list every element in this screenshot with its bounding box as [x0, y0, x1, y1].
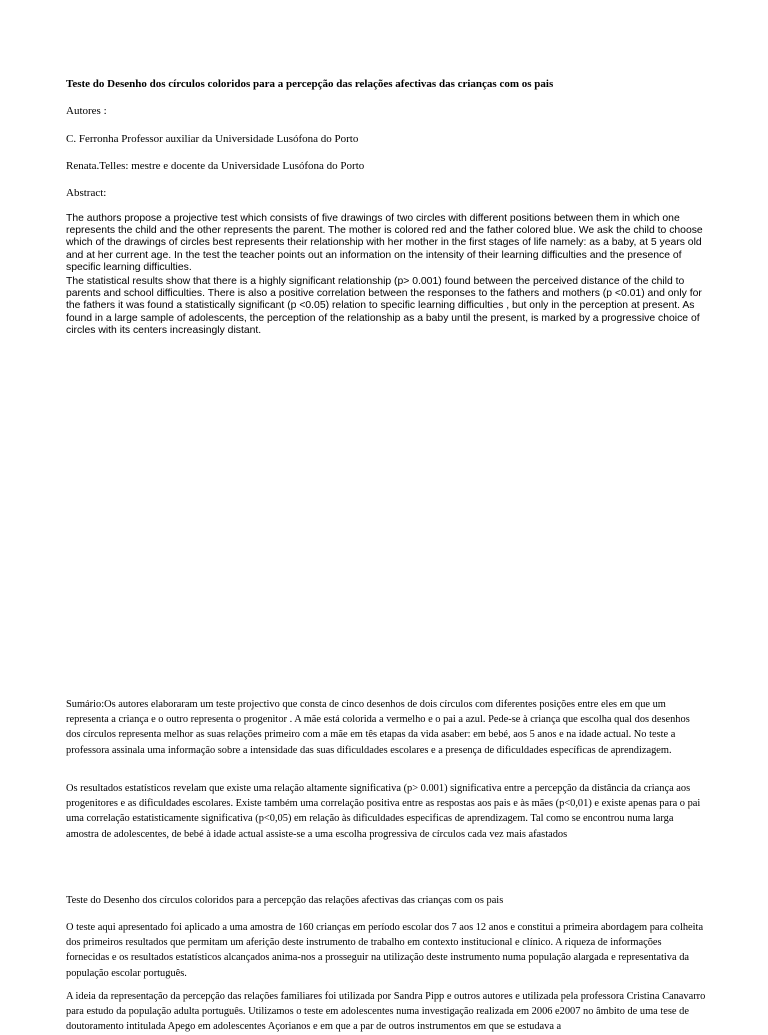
author-line-ferronha: C. Ferronha Professor auxiliar da Universidade Lusófona do Porto — [66, 133, 359, 145]
abstract-label: Abstract: — [66, 187, 107, 199]
sumario-paragraph-2: Os resultados estatísticos revelam que existe uma relação altamente significativa (p> 0.001) significativa entre a percepção da distância da criança aos progenitores e as dificuldades escolares. Existe também uma correlação positiva entre as respostas aos pais e às mães (p<0,01) e existe apenas para o pai uma correlação estatisticamente significativa (p<0,05) em relação às dificuldades especificas de aprendizagem. Tal como se encontrou numa larga amostra de adolescentes, de bebé à idade actual assiste-se a uma escolha progressiva de círculos cada vez mais afastados — [66, 783, 701, 840]
body-paragraph-1: O teste aqui apresentado foi aplicado a uma amostra de 160 crianças em período escolar dos 7 aos 12 anos e constitui a primeira abordagem para colheita dos primeiros resultados que permitam um aferição deste instrumento de trabalho em contexto institucional e clínico. A riqueza de informações fornecidas e os resultados estatísticos alcançados anima-nos a prosseguir na utilização deste instrumento numa população alargada e representativa da população escolar português. — [66, 922, 704, 979]
author-line-telles: Renata.Telles: mestre e docente da Universidade Lusófona do Porto — [66, 160, 365, 172]
sumario-paragraph-1: Sumário:Os autores elaboraram um teste projectivo que consta de cinco desenhos de dois círculos com diferentes posições entre eles em que um representa a criança e o outro representa o progenitor . A mãe está colorida a vermelho e o pai a azul. Pede-se à criança que escolha qual dos desenhos dos círculos representa melhor as suas relações primeiro com a mãe em tês etapas da vida asaber: em bebé, aos 5 anos e na idade actual. No teste a professora assinala uma informação sobre a intensidade das suas dificuldades escolares e a presença de dificuldades específicas de aprendizagem. — [66, 699, 690, 756]
document-title: Teste do Desenho dos círculos coloridos para a percepção das relações afectivas das crianças com os pais — [66, 78, 554, 90]
authors-label: Autores : — [66, 105, 107, 117]
body-paragraph-2: A ideia da representação da percepção das relações familiares foi utilizada por Sandra Pipp e outros autores e utilizada pela professora Cristina Canavarro para estudo da população adulta português. Utilizamos o teste em adolescentes numa investigação realizada em 2006 e2007 no âmbito de uma tese de doutoramento intitulada Apego em adolescentes Açorianos e em que a par de outros instrumentos em que se estudava a — [66, 991, 706, 1033]
body-section-title: Teste do Desenho dos círculos coloridos para a percepção das relações afectivas das crianças com os pais — [66, 895, 504, 906]
abstract-paragraph-2: The statistical results show that there is a highly significant relationship (p> 0.001) found between the perceived distance of the child to parents and school difficulties. There is also a positive correlation between the responses to the fathers and mothers (p <0.01) and only for the fathers it was found a statistically significant (p <0.05) relation to specific learning difficulties , but only in the perception at present. As found in a large sample of adolescents, the perception of the relationship as a baby until the present, is marked by a progressive choice of circles with its centers increasingly distant. — [66, 276, 702, 336]
abstract-paragraph-1: The authors propose a projective test which consists of five drawings of two circles with different positions between them in which one represents the child and the other represents the parent. The mother is colored red and the father colored blue. We ask the child to choose which of the drawings of circles best represents their relationship with her mother in the first stages of life namely: as a baby, at 5 years old and at her current age. In the test the teacher points out an information on the intensity of their learning difficulties and the presence of specific learning difficulties. — [66, 213, 703, 273]
